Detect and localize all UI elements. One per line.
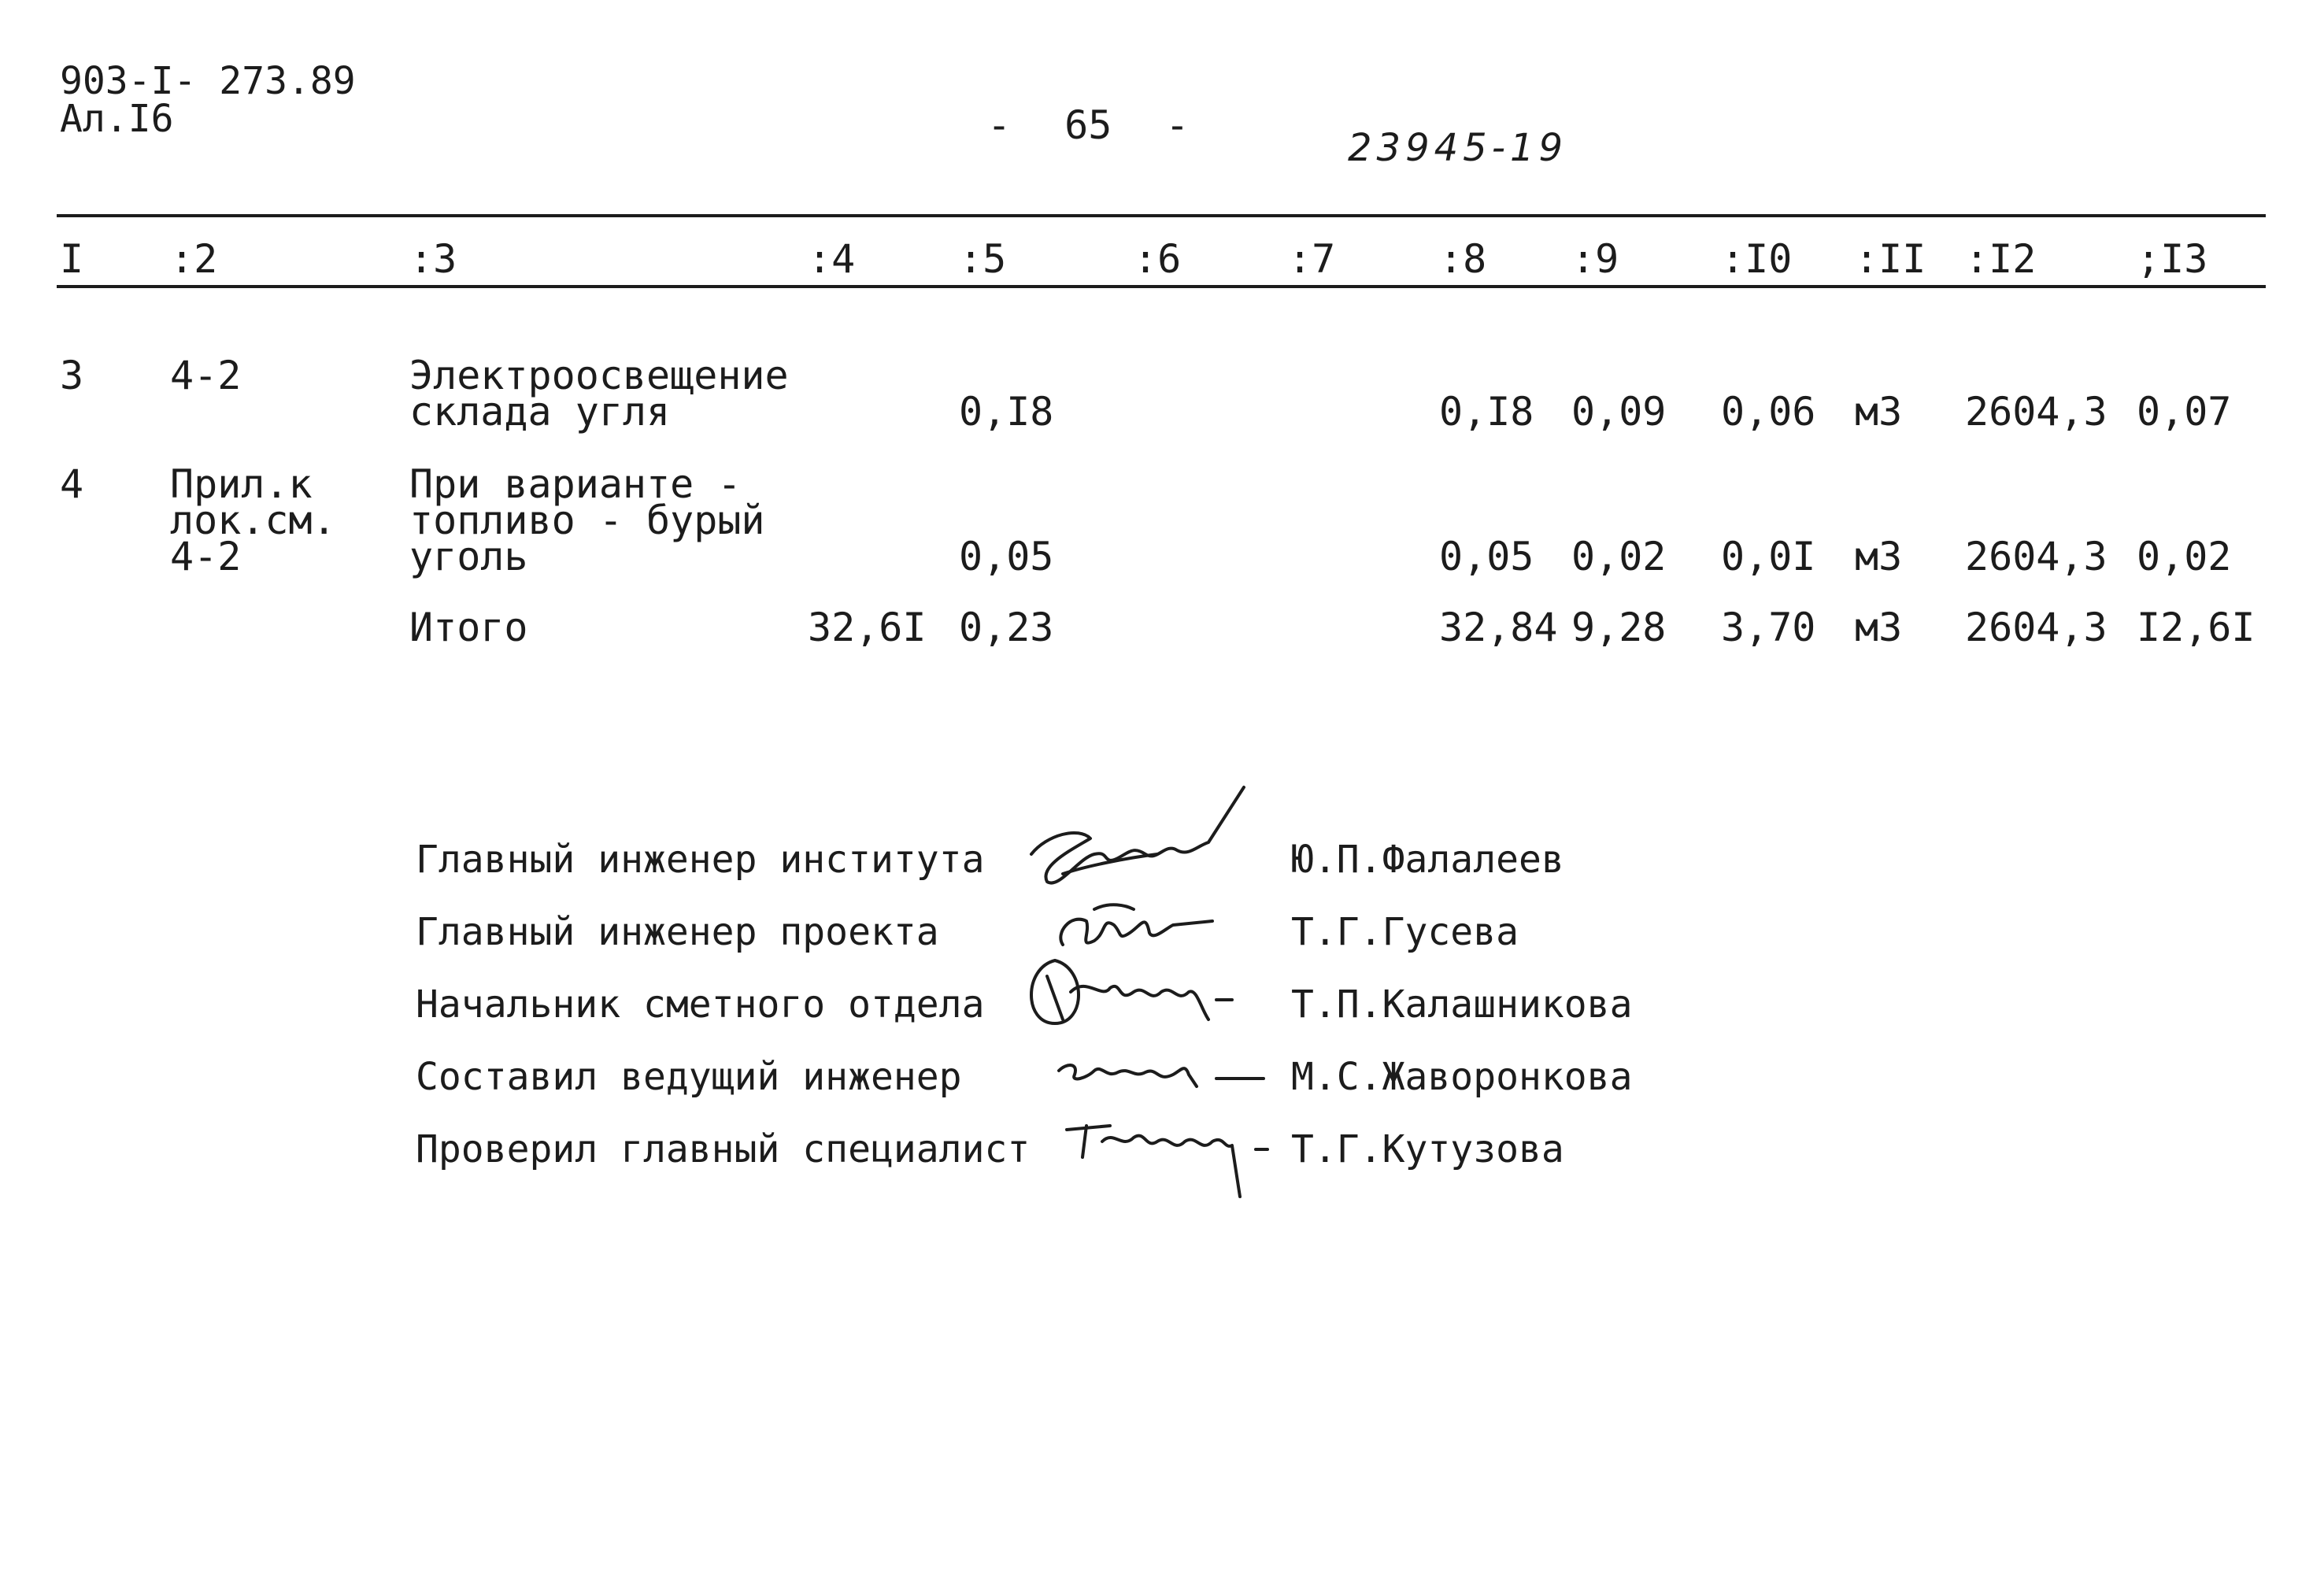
row2-col13: 0,02: [2137, 534, 2232, 579]
total-unit: м3: [1855, 605, 1903, 650]
total-label: Итого: [409, 605, 528, 650]
row2-desc-line2: топливо - бурый: [409, 498, 765, 543]
row2-desc-line1: При варианте -: [409, 461, 742, 507]
row1-number: 3: [60, 353, 84, 398]
column-header-6: :6: [1134, 236, 1182, 282]
column-header-11: :II: [1855, 236, 1926, 282]
total-col10: 3,70: [1721, 605, 1816, 650]
handwritten-signature-1: [1016, 779, 1260, 897]
row2-unit: м3: [1855, 534, 1903, 579]
row1-col5: 0,I8: [959, 389, 1054, 435]
column-header-10: :I0: [1721, 236, 1793, 282]
row2-code-line1: Прил.к: [170, 461, 313, 507]
total-col12: 2604,3: [1965, 605, 2108, 650]
row2-code-line2: лок.см.: [170, 498, 336, 543]
page-dash-left: -: [987, 102, 1012, 148]
row1-desc-line2: склада угля: [409, 389, 671, 435]
signature-name-5: Т.Г.Кутузова: [1291, 1127, 1564, 1171]
signature-title-5: Проверил главный специалист: [416, 1127, 1031, 1171]
page-dash-right: -: [1165, 102, 1190, 148]
archive-number: 23945-19: [1348, 126, 1568, 170]
signature-name-1: Ю.П.Фалалеев: [1291, 838, 1564, 882]
column-header-7: :7: [1288, 236, 1336, 282]
signature-title-3: Начальник сметного отдела: [416, 982, 985, 1027]
total-col5: 0,23: [959, 605, 1054, 650]
table-top-rule: [57, 214, 2266, 217]
row2-col12: 2604,3: [1965, 534, 2108, 579]
column-header-5: :5: [959, 236, 1007, 282]
total-col9: 9,28: [1571, 605, 1667, 650]
signature-name-2: Т.Г.Гусева: [1291, 910, 1519, 954]
row2-col10: 0,0I: [1721, 534, 1816, 579]
column-header-8: :8: [1439, 236, 1487, 282]
page-number-block: [960, 102, 1216, 148]
column-header-1: I: [60, 236, 84, 282]
row2-desc-line3: уголь: [409, 534, 528, 579]
signature-title-2: Главный инженер проекта: [416, 910, 939, 954]
row1-unit: м3: [1855, 389, 1903, 435]
row1-desc-line1: Электроосвещение: [409, 353, 789, 398]
column-header-13: ;I3: [2137, 236, 2208, 282]
row1-col12: 2604,3: [1965, 389, 2108, 435]
row1-col13: 0,07: [2137, 389, 2232, 435]
sheet-label: Ал.I6: [60, 97, 174, 141]
row2-col5: 0,05: [959, 534, 1054, 579]
column-header-3: :3: [409, 236, 457, 282]
handwritten-signature-4: [1047, 1039, 1275, 1102]
total-col4: 32,6I: [808, 605, 927, 650]
page-number: 65: [1064, 102, 1112, 148]
document-code: 903-I- 273.89: [60, 59, 356, 103]
row1-col10: 0,06: [1721, 389, 1816, 435]
row1-col9: 0,09: [1571, 389, 1667, 435]
table-header-rule: [57, 285, 2266, 288]
row1-code: 4-2: [170, 353, 242, 398]
column-header-4: :4: [808, 236, 856, 282]
signature-title-4: Составил ведущий инженер: [416, 1055, 962, 1099]
row2-col9: 0,02: [1571, 534, 1667, 579]
row2-code-line3: 4-2: [170, 534, 242, 579]
row1-col8: 0,I8: [1439, 389, 1534, 435]
total-col13: I2,6I: [2137, 605, 2256, 650]
row2-number: 4: [60, 461, 84, 507]
column-header-2: :2: [170, 236, 218, 282]
column-header-9: :9: [1571, 236, 1619, 282]
row2-col8: 0,05: [1439, 534, 1534, 579]
signature-title-1: Главный инженер института: [416, 838, 985, 882]
signature-name-3: Т.П.Калашникова: [1291, 982, 1633, 1027]
handwritten-signature-5: [1055, 1102, 1291, 1212]
total-col8: 32,84: [1439, 605, 1558, 650]
handwritten-signature-3: [1016, 945, 1252, 1039]
column-header-12: :I2: [1965, 236, 2037, 282]
signature-name-4: М.С.Жаворонкова: [1291, 1055, 1633, 1099]
